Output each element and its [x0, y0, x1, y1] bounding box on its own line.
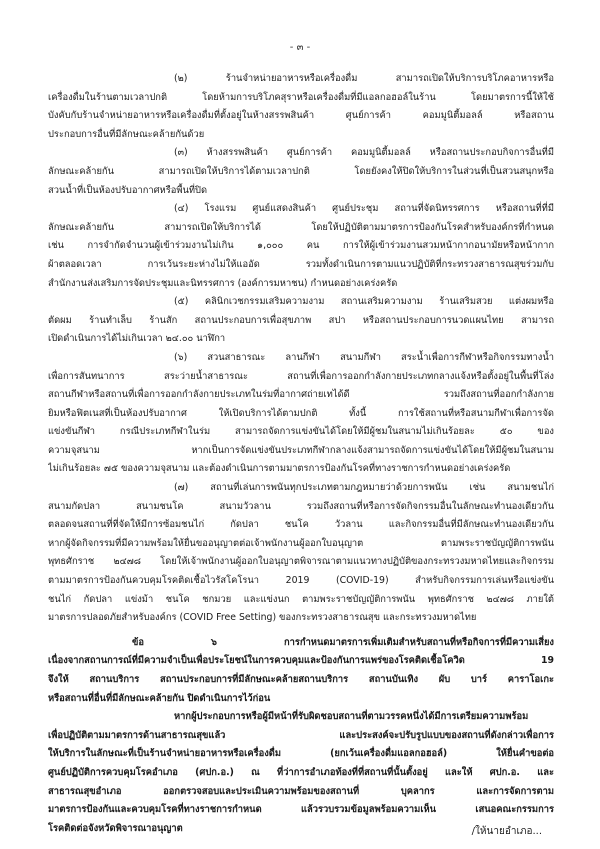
text-line: ข้อ ๖ การกำหนดมาตรการเพิ่มเติมสำหรับสถานที่หรือกิจการที่มีความเสี่ยง — [132, 636, 554, 648]
text-line: จึงให้ สถานบริการ สถานประกอบการที่มีลักษณะคล้ายสถานบริการ สถานบันเทิง ผับ บาร์ คาราโอเกะ — [48, 674, 554, 685]
paragraph — [48, 634, 554, 708]
text-line: (๒) ร้านจำหน่ายอาหารหรือเครื่องดื่ม สามารถเปิดให้บริการบริโภคอาหารหรือ — [174, 73, 554, 84]
text-line: (๓) ห้างสรรพสินค้า ศูนย์การค้า คอมมูนิตี้มอลล์ หรือสถานประกอบกิจการอื่นที่มี — [174, 147, 554, 159]
text-line: ให้บริการในลักษณะที่เป็นร้านจำหน่ายอาหารหรือเครื่องดื่ม (ยกเว้นเครื่องดื่มแอลกอฮอล์) ให้ยื่นคำขอต่อ — [48, 748, 554, 760]
text-line: หรือสถานที่อื่นที่มีลักษณะคล้ายกัน ปิดดำเนินการไว้ก่อน — [48, 692, 271, 704]
text-line: ชนไก่ กัดปลา แข่งม้า ชนโค ชกมวย และแข่งนก ตามพระราชบัญญัติการพนัน พุทธศักราช ๒๔๗๘ ภายใต้ — [48, 593, 554, 605]
paragraph — [48, 144, 554, 200]
paragraph — [48, 349, 554, 479]
text-line: (๕) คลินิกเวชกรรมเสริมความงาม สถานเสริมความงาม ร้านเสริมสวย แต่งผมหรือ — [174, 296, 554, 308]
text-line: เพื่อการสันทนาการ สระว่ายน้ำสาธารณะ สถานที่เพื่อการออกกำลังกายประเภทกลางแจ้งหรือตั้งอยู่ในพื้นที่โล่ง — [48, 370, 554, 382]
paragraph — [48, 293, 554, 349]
text-line: ลักษณะคล้ายกัน สามารถเปิดให้บริการได้ โดยให้ปฏิบัติตามมาตรการป้องกันโรคสำหรับองค์กรที่กำหนด — [48, 221, 554, 233]
text-line: ไม่เกินร้อยละ ๗๕ ของความจุสนาม และต้องดำเนินการตามมาตรการป้องกันโรคที่ทางราชการกำหนดอย่างเคร่งครัด — [48, 463, 511, 475]
text-line: สาธารณสุขอำเภอ ออกตรวจสอบและประเมินความพร้อมของสถานที่ บุคลากร และการจัดการตาม — [48, 785, 554, 797]
text-line: สนามกัดปลา สนามชนโค สนามวัวลาน รวมถึงสถานที่หรือการจัดกิจกรรมอื่นในลักษณะทำนองเดียวกัน — [48, 500, 554, 512]
text-line: ผ้าตลอดเวลา การเว้นระยะห่างไม่ให้แออัด รวมทั้งดำเนินการตามแนวปฏิบัติที่กระทรวงสาธารณสุขร่วมกับ — [48, 258, 554, 270]
paragraph — [48, 70, 554, 144]
text-line: พุทธศักราช ๒๔๗๘ โดยให้เจ้าพนักงานผู้ออกใบอนุญาตพิจารณาตามแนวทางปฏิบัติของกระทรวงมหาดไทยและกิจกรรม — [48, 556, 554, 568]
text-line: ตัดผม ร้านทำเล็บ ร้านสัก สถานประกอบการเพื่อสุขภาพ สปา หรือสถานประกอบการนวดแผนไทย สามารถ — [48, 314, 554, 326]
text-line: เครื่องดื่มในร้านตามเวลาปกติ โดยห้ามการบริโภคสุราหรือเครื่องดื่มที่มีแอลกอฮอล์ในร้าน โดยมาตรการนี้ให้ใช้ — [48, 91, 554, 103]
text-line: โรคติดต่อจังหวัดพิจารณาอนุญาต — [48, 822, 183, 834]
text-line: ตามมาตรการป้องกันควบคุมโรคติดเชื้อไวรัสโคโรนา 2019 (COVID-19) สำหรับกิจกรรมการเล่นหรือแข่งขัน — [48, 575, 554, 587]
document-body — [48, 70, 554, 838]
text-line: แข่งขันกีฬา กรณีประเภทกีฬาในร่ม สามารถจัดการแข่งขันได้โดยให้มีผู้ชมในสนามไม่เกินร้อยละ ๕๐ ของ — [48, 426, 554, 438]
continuation-note: /ให้นายอำเภอ... — [471, 826, 542, 837]
paragraph — [48, 708, 554, 838]
paragraph — [48, 479, 554, 628]
page-number: - ๓ - — [289, 42, 311, 53]
text-line: สถานกีฬาหรือสถานที่เพื่อการออกกำลังกายประเภทในร่มที่อากาศถ่ายเทได้ดี รวมถึงสถานที่ออกกำลังกาย — [48, 389, 554, 401]
text-line: สำนักงานส่งเสริมการจัดประชุมและนิทรรศการ (องค์การมหาชน) กำหนดอย่างเคร่งครัด — [48, 277, 398, 289]
text-line: ความจุสนาม หากเป็นการจัดแข่งขันประเภทกีฬากลางแจ้งสามารถจัดการแข่งขันได้โดยให้มีผู้ชมในสนาม — [48, 444, 554, 456]
text-line: มาตรการป้องกันและควบคุมโรคที่ทางราชการกำหนด แล้วรวบรวมข้อมูลพร้อมความเห็น เสนอคณะกรรมการ — [48, 804, 554, 816]
text-line: เนื่องจากสถานการณ์ที่มีความจำเป็นเพื่อประโยชน์ในการควบคุมและป้องกันการแพร่ของโรคติดเชื้อโควิด 19 — [48, 655, 554, 667]
text-line: สวนน้ำที่เป็นห้องปรับอากาศหรือพื้นที่ปิด — [48, 184, 208, 196]
text-line: มาตรการปลอดภัยสำหรับองค์กร (COVID Free Setting) ของกระทรวงสาธารณสุข และกระทรวงมหาดไทย — [48, 612, 477, 624]
text-line: เช่น การจำกัดจำนวนผู้เข้าร่วมงานไม่เกิน ๑,๐๐๐ คน การให้ผู้เข้าร่วมงานสวมหน้ากากอนามัยหรือหน้ากาก — [48, 240, 554, 252]
text-line: เพื่อปฏิบัติตามมาตรการด้านสาธารณสุขแล้ว และประสงค์จะปรับรูปแบบของสถานที่ดังกล่าวเพื่อการ — [48, 729, 554, 741]
text-line: (๖) สวนสาธารณะ ลานกีฬา สนามกีฬา สระน้ำเพื่อการกีฬาหรือกิจกรรมทางน้ำ — [174, 351, 554, 363]
text-line: ลักษณะคล้ายกัน สามารถเปิดให้บริการได้ตามเวลาปกติ โดยยังคงให้ปิดให้บริการในส่วนที่เป็นสวนสนุกหรือ — [48, 165, 554, 177]
paragraph — [48, 200, 554, 293]
text-line: ยิมหรือฟิตเนสที่เป็นห้องปรับอากาศ ให้เปิดบริการได้ตามปกติ ทั้งนี้ การใช้สถานที่หรือสนามกีฬาเพื่อการจัด — [48, 407, 554, 419]
text-line: หากผู้จัดกิจกรรมที่มีความพร้อมให้ยื่นขออนุญาตต่อเจ้าพนักงานผู้ออกใบอนุญาต ตามพระราชบัญญัติการพนัน — [48, 537, 554, 549]
text-line: บังคับกับร้านจำหน่ายอาหารหรือเครื่องดื่มที่ตั้งอยู่ในห้างสรรพสินค้า ศูนย์การค้า คอมมูนิตี้มอลล์ หรือสถาน — [48, 110, 554, 122]
text-line: ศูนย์ปฏิบัติการควบคุมโรคอำเภอ (ศปก.อ.) ณ ที่ว่าการอำเภอท้องที่ที่สถานที่นั้นตั้งอยู่ และให้ ศปก.อ. และ — [48, 766, 554, 778]
text-line: หากผู้ประกอบการหรือผู้มีหน้าที่รับผิดชอบสถานที่ตามวรรคหนึ่งได้มีการเตรียมความพร้อม — [174, 711, 529, 723]
text-line: (๔) โรงแรม ศูนย์แสดงสินค้า ศูนย์ประชุม สถานที่จัดนิทรรศการ หรือสถานที่ที่มี — [174, 203, 554, 215]
text-line: ประกอบการอื่นที่มีลักษณะคล้ายกันด้วย — [48, 128, 205, 140]
text-line: (๗) สถานที่เล่นการพนันทุกประเภทตามกฎหมายว่าด้วยการพนัน เช่น สนามชนไก่ — [174, 482, 554, 494]
text-line: เปิดดำเนินการได้ไม่เกินเวลา ๒๔.๐๐ นาฬิกา — [48, 333, 226, 345]
text-line: ตลอดจนสถานที่ที่จัดให้มีการซ้อมชนไก่ กัดปลา ชนโค วัวลาน และกิจกรรมอื่นที่มีลักษณะทำนองเดียวกัน — [48, 519, 554, 531]
